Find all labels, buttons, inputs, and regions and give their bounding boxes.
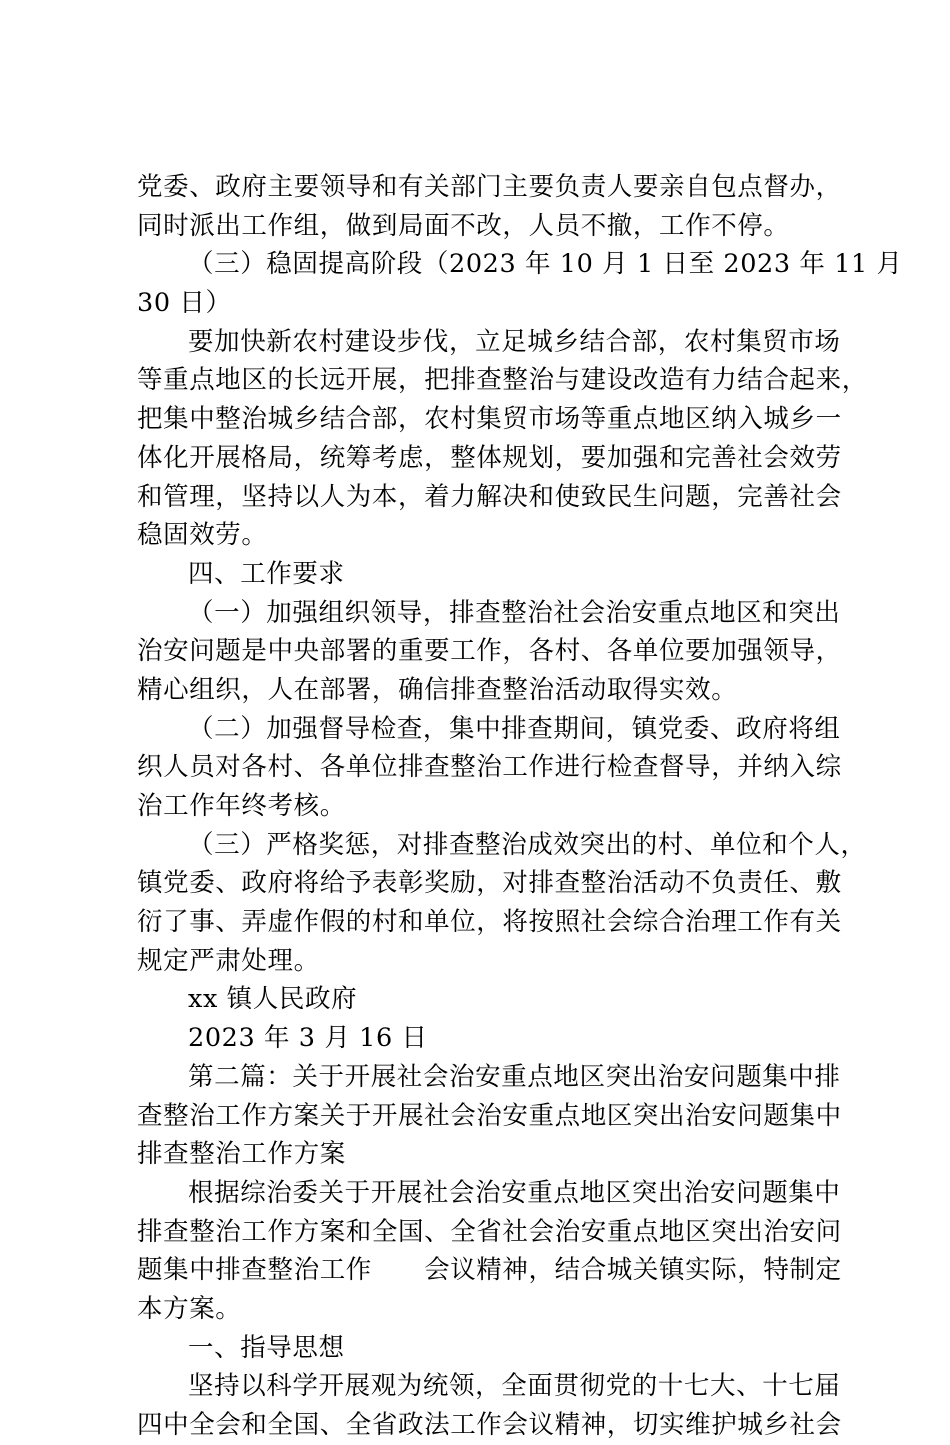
text-line: 2023 年 3 月 16 日	[188, 1023, 428, 1054]
text-line: 本方案。	[137, 1293, 242, 1324]
text-line: 同时派出工作组，做到局面不改，人员不撤，工作不停。	[137, 210, 790, 241]
text-line: 把集中整治城乡结合部，农村集贸市场等重点地区纳入城乡一	[137, 404, 842, 435]
text-line: 坚持以科学开展观为统领，全面贯彻党的十七大、十七届	[188, 1371, 841, 1402]
text-line: 第二篇：关于开展社会治安重点地区突出治安问题集中排	[188, 1061, 841, 1092]
text-line: 排查整治工作方案和全国、全省社会治安重点地区突出治安问	[137, 1216, 842, 1247]
text-line: 党委、政府主要领导和有关部门主要负责人要亲自包点督办，	[137, 172, 842, 202]
text-line: （一）加强组织领导，排查整治社会治安重点地区和突出	[188, 597, 841, 628]
text-line: 稳固效劳。	[137, 520, 268, 551]
text-line: 规定严肃处理。	[137, 945, 320, 976]
text-line: 四中全会和全国、全省政法工作会议精神，切实维护城乡社会	[137, 1410, 842, 1440]
text-line: 镇党委、政府将给予表彰奖励，对排查整治活动不负责任、敷	[137, 868, 842, 899]
text-line: 题集中排查整治工作 会议精神，结合城关镇实际，特制定	[137, 1255, 842, 1286]
text-line: 查整治工作方案关于开展社会治安重点地区突出治安问题集中	[137, 1100, 842, 1131]
text-line: 一、指导思想	[188, 1332, 345, 1363]
text-line: 30 日）	[137, 288, 232, 319]
text-line: 等重点地区的长远开展，把排查整治与建设改造有力结合起来，	[137, 365, 868, 396]
text-line: 排查整治工作方案	[137, 1139, 346, 1170]
text-line: 体化开展格局，统筹考虑，整体规划，要加强和完善社会效劳	[137, 442, 842, 473]
text-line: 精心组织，人在部署，确信排查整治活动取得实效。	[137, 674, 738, 705]
text-line: 织人员对各村、各单位排查整治工作进行检查督导，并纳入综	[137, 752, 842, 783]
text-line: 衍了事、弄虚作假的村和单位，将按照社会综合治理工作有关	[137, 907, 842, 938]
text-line: xx 镇人民政府	[188, 984, 358, 1015]
text-line: （三）严格奖惩，对排查整治成效突出的村、单位和个人，	[188, 829, 867, 860]
text-line: （三）稳固提高阶段（2023 年 10 月 1 日至 2023 年 11 月	[188, 249, 903, 280]
text-line: 要加快新农村建设步伐，立足城乡结合部，农村集贸市场	[188, 326, 841, 357]
text-line: 治安问题是中央部署的重要工作，各村、各单位要加强领导，	[137, 636, 842, 667]
text-line: 四、工作要求	[188, 558, 345, 589]
text-line: 和管理，坚持以人为本，着力解决和使致民生问题，完善社会	[137, 481, 842, 512]
text-line: 治工作年终考核。	[137, 791, 346, 821]
text-line: （二）加强督导检查，集中排查期间，镇党委、政府将组	[188, 713, 841, 744]
document-body	[137, 168, 903, 1445]
text-line: 根据综治委关于开展社会治安重点地区突出治安问题集中	[188, 1177, 841, 1208]
